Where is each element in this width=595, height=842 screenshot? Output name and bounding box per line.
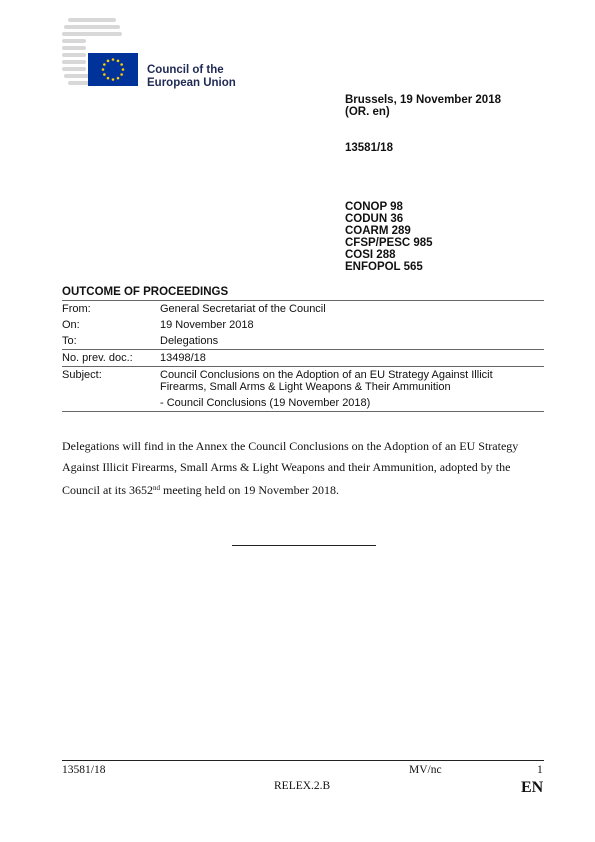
eu-star-icon bbox=[117, 60, 120, 63]
eu-star-icon bbox=[112, 78, 115, 81]
org-line-1: Council of the bbox=[147, 64, 224, 76]
footer-initials: MV/nc bbox=[409, 764, 442, 776]
body-text-part: Delegations will find in the Annex the Council Conclusions on the Adoption of an EU Strategy Against Illicit Firearms, Small Arms & Light Weapons and their Ammunition, adopted by the Council at its 3652 bbox=[62, 439, 519, 497]
table-row bbox=[62, 333, 544, 350]
eu-star-icon bbox=[122, 68, 125, 71]
separator-line bbox=[232, 545, 376, 546]
row-label: On: bbox=[62, 319, 80, 331]
row-label: Subject: bbox=[62, 369, 102, 381]
row-value: General Secretariat of the Council bbox=[160, 301, 544, 318]
organization-name bbox=[147, 64, 236, 90]
document-number: 13581/18 bbox=[345, 142, 393, 154]
subject-line: Firearms, Small Arms & Light Weapons & Their Ammunition bbox=[160, 381, 451, 393]
row-value: Delegations bbox=[160, 333, 544, 350]
subject-line: - Council Conclusions (19 November 2018) bbox=[160, 395, 544, 412]
page-number: 1 bbox=[537, 764, 543, 776]
row-label: To: bbox=[62, 333, 160, 350]
proceedings-table bbox=[62, 300, 544, 412]
org-line-2: European Union bbox=[147, 77, 236, 89]
classification-codes bbox=[345, 201, 433, 273]
row-value bbox=[160, 367, 544, 396]
eu-star-icon bbox=[120, 73, 123, 76]
eu-star-icon bbox=[103, 63, 106, 66]
subject-line: Council Conclusions on the Adoption of an EU Strategy Against Illicit bbox=[160, 369, 493, 381]
eu-star-icon bbox=[103, 73, 106, 76]
eu-star-icon bbox=[120, 63, 123, 66]
row-label: From: bbox=[62, 301, 160, 318]
code-item: COARM 289 bbox=[345, 225, 411, 237]
eu-star-icon bbox=[107, 77, 110, 80]
eu-star-icon bbox=[107, 60, 110, 63]
council-logo-icon bbox=[62, 18, 142, 88]
eu-star-icon bbox=[102, 68, 105, 71]
ordinal-superscript: nd bbox=[153, 484, 160, 492]
footer-unit: RELEX.2.B bbox=[274, 780, 331, 792]
row-value: 19 November 2018 bbox=[160, 319, 254, 331]
row-value: 13498/18 bbox=[160, 350, 544, 367]
table-row bbox=[62, 317, 544, 333]
language-code: EN bbox=[521, 779, 544, 796]
table-row bbox=[62, 301, 544, 318]
table-row bbox=[62, 367, 544, 396]
original-language: (OR. en) bbox=[345, 106, 390, 118]
row-label: No. prev. doc.: bbox=[62, 350, 160, 367]
table-row bbox=[62, 350, 544, 367]
code-item: CONOP 98 bbox=[345, 201, 403, 213]
eu-star-icon bbox=[117, 77, 120, 80]
place-date: Brussels, 19 November 2018 bbox=[345, 94, 501, 106]
footer-doc-number: 13581/18 bbox=[62, 764, 106, 776]
code-item: ENFOPOL 565 bbox=[345, 261, 423, 273]
code-item: COSI 288 bbox=[345, 249, 396, 261]
footer-divider bbox=[62, 760, 544, 761]
code-item: CFSP/PESC 985 bbox=[345, 237, 433, 249]
code-item: CODUN 36 bbox=[345, 213, 404, 225]
body-paragraph bbox=[62, 436, 544, 501]
eu-star-icon bbox=[112, 58, 115, 61]
outcome-title: OUTCOME OF PROCEEDINGS bbox=[62, 286, 229, 298]
table-row bbox=[62, 395, 544, 412]
body-text-part: meeting held on 19 November 2018. bbox=[160, 483, 339, 497]
